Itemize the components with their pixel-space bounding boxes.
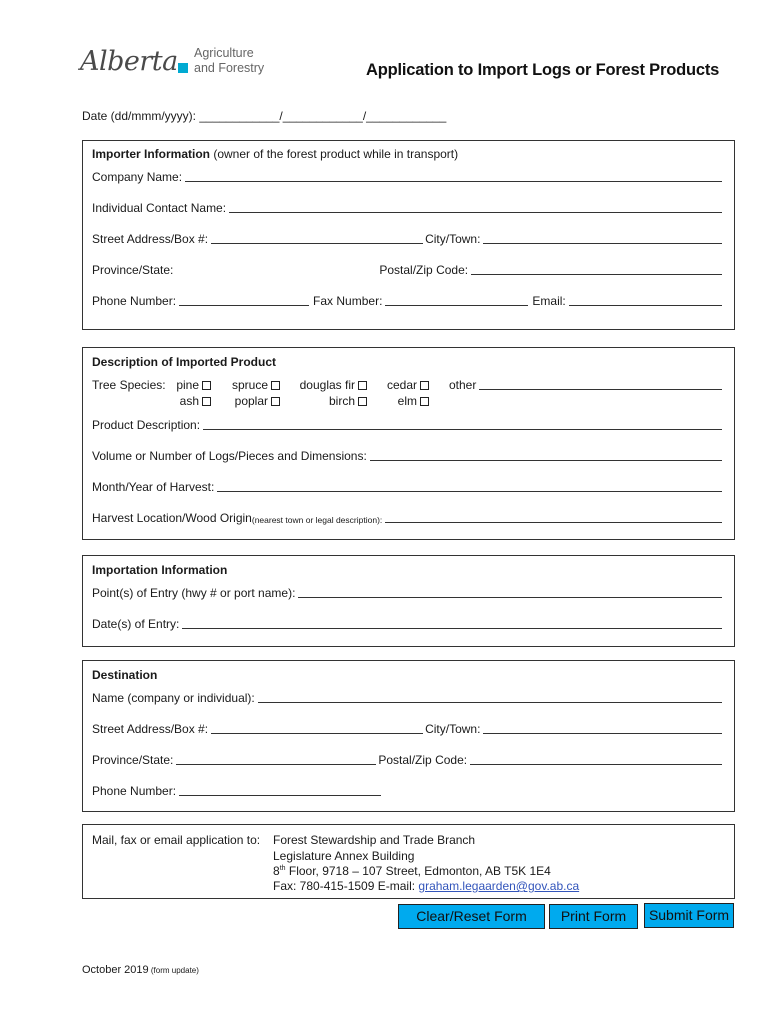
province-input[interactable] bbox=[173, 267, 379, 277]
entry-points-row bbox=[92, 586, 724, 600]
logo-square-icon bbox=[178, 63, 188, 73]
harvest-date-input[interactable] bbox=[217, 482, 722, 492]
clear-reset-button[interactable]: Clear/Reset Form bbox=[398, 904, 545, 929]
importer-province-row bbox=[92, 263, 724, 277]
destination-street-label: Street Address/Box #: bbox=[92, 722, 209, 736]
destination-postal-label: Postal/Zip Code: bbox=[378, 753, 468, 767]
fax-input[interactable] bbox=[385, 296, 528, 306]
contact-name-input[interactable] bbox=[229, 203, 722, 213]
destination-postal-input[interactable] bbox=[470, 755, 722, 765]
importer-phone-row bbox=[92, 294, 724, 308]
species-spruce[interactable]: spruce bbox=[223, 378, 280, 392]
entry-dates-row bbox=[92, 617, 724, 631]
logo-wordmark: Alberta bbox=[80, 46, 178, 77]
species-elm[interactable]: elm bbox=[379, 394, 429, 408]
volume-label: Volume or Number of Logs/Pieces and Dimensions: bbox=[92, 449, 367, 463]
species-ash[interactable]: ash bbox=[173, 394, 211, 408]
product-section bbox=[82, 347, 735, 540]
destination-name-row bbox=[92, 691, 724, 705]
contact-name-row bbox=[92, 201, 724, 215]
importer-address-row bbox=[92, 232, 724, 246]
page-title: Application to Import Logs or Forest Products bbox=[366, 61, 720, 79]
logo-ministry-line1: Agriculture bbox=[194, 46, 254, 60]
entry-dates-label: Date(s) of Entry: bbox=[92, 617, 180, 631]
company-name-row bbox=[92, 170, 724, 184]
destination-heading: Destination bbox=[92, 668, 158, 682]
harvest-origin-label: Harvest Location/Wood Origin bbox=[92, 511, 252, 525]
destination-name-input[interactable] bbox=[258, 693, 722, 703]
harvest-origin-row bbox=[92, 511, 724, 525]
harvest-date-row bbox=[92, 480, 724, 494]
destination-phone-input[interactable] bbox=[179, 786, 381, 796]
entry-points-input[interactable] bbox=[298, 588, 722, 598]
city-label: City/Town: bbox=[425, 232, 481, 246]
species-other-row bbox=[449, 378, 724, 392]
birch-checkbox[interactable] bbox=[358, 397, 367, 406]
email-link[interactable]: graham.legaarden@gov.ab.ca bbox=[418, 879, 580, 893]
building-name: Legislature Annex Building bbox=[273, 849, 415, 863]
destination-city-label: City/Town: bbox=[425, 722, 481, 736]
company-name-label: Company Name: bbox=[92, 170, 183, 184]
destination-street-input[interactable] bbox=[211, 724, 423, 734]
branch-name: Forest Stewardship and Trade Branch bbox=[273, 833, 476, 847]
destination-section bbox=[82, 660, 735, 812]
harvest-origin-note: (nearest town or legal description): bbox=[251, 515, 383, 525]
destination-province-row bbox=[92, 753, 724, 767]
species-pine[interactable]: pine bbox=[173, 378, 211, 392]
importation-section bbox=[82, 555, 735, 647]
douglas-fir-checkbox[interactable] bbox=[358, 381, 367, 390]
cedar-checkbox[interactable] bbox=[420, 381, 429, 390]
importer-section bbox=[82, 140, 735, 330]
species-cedar[interactable]: cedar bbox=[379, 378, 429, 392]
email-label: Email: bbox=[532, 294, 566, 308]
street-address-label: Street Address/Box #: bbox=[92, 232, 209, 246]
tree-species-label: Tree Species: bbox=[92, 378, 166, 392]
harvest-date-label: Month/Year of Harvest: bbox=[92, 480, 215, 494]
product-description-row bbox=[92, 418, 724, 432]
species-other-input[interactable] bbox=[479, 380, 722, 390]
submit-button[interactable]: Submit Form bbox=[644, 903, 734, 928]
form-version: October 2019 (form update) bbox=[82, 964, 199, 976]
print-button[interactable]: Print Form bbox=[549, 904, 638, 929]
alberta-logo bbox=[80, 42, 280, 82]
mail-instructions-label: Mail, fax or email application to: bbox=[92, 833, 261, 847]
elm-checkbox[interactable] bbox=[420, 397, 429, 406]
date-field[interactable]: Date (dd/mmm/yyyy): ____________/____________/____________ bbox=[82, 109, 447, 123]
fax-label: Fax Number: bbox=[313, 294, 383, 308]
logo-ministry-line2: and Forestry bbox=[194, 61, 265, 75]
mailing-section bbox=[82, 824, 735, 899]
province-label: Province/State: bbox=[92, 263, 174, 277]
species-douglas-fir[interactable]: douglas fir bbox=[293, 378, 367, 392]
species-other-label: other bbox=[449, 378, 477, 392]
product-heading: Description of Imported Product bbox=[92, 355, 277, 369]
product-description-label: Product Description: bbox=[92, 418, 201, 432]
destination-city-input[interactable] bbox=[483, 724, 722, 734]
spruce-checkbox[interactable] bbox=[271, 381, 280, 390]
destination-name-label: Name (company or individual): bbox=[92, 691, 255, 705]
pine-checkbox[interactable] bbox=[202, 381, 211, 390]
entry-points-label: Point(s) of Entry (hwy # or port name): bbox=[92, 586, 296, 600]
species-birch[interactable]: birch bbox=[293, 394, 367, 408]
poplar-checkbox[interactable] bbox=[271, 397, 280, 406]
email-input[interactable] bbox=[569, 296, 722, 306]
city-input[interactable] bbox=[483, 234, 722, 244]
street-address: 8th Floor, 9718 – 107 Street, Edmonton, AB T5K 1E4 bbox=[273, 864, 551, 878]
phone-input[interactable] bbox=[179, 296, 309, 306]
product-description-input[interactable] bbox=[203, 420, 722, 430]
street-address-input[interactable] bbox=[211, 234, 423, 244]
destination-address-row bbox=[92, 722, 724, 736]
volume-row bbox=[92, 449, 724, 463]
destination-phone-row bbox=[92, 784, 383, 798]
postal-label: Postal/Zip Code: bbox=[379, 263, 469, 277]
importation-heading: Importation Information bbox=[92, 563, 228, 577]
destination-province-label: Province/State: bbox=[92, 753, 174, 767]
company-name-input[interactable] bbox=[185, 172, 722, 182]
destination-province-input[interactable] bbox=[176, 755, 376, 765]
volume-input[interactable] bbox=[370, 451, 722, 461]
entry-dates-input[interactable] bbox=[182, 619, 722, 629]
contact-name-label: Individual Contact Name: bbox=[92, 201, 227, 215]
importer-heading: Importer Information (owner of the forest product while in transport) bbox=[92, 147, 459, 161]
fax-email-line: Fax: 780-415-1509 E-mail: graham.legaarden@gov.ab.ca bbox=[273, 879, 580, 893]
harvest-origin-input[interactable] bbox=[385, 513, 722, 523]
phone-label: Phone Number: bbox=[92, 294, 177, 308]
species-poplar[interactable]: poplar bbox=[223, 394, 280, 408]
ash-checkbox[interactable] bbox=[202, 397, 211, 406]
postal-input[interactable] bbox=[471, 265, 722, 275]
destination-phone-label: Phone Number: bbox=[92, 784, 177, 798]
